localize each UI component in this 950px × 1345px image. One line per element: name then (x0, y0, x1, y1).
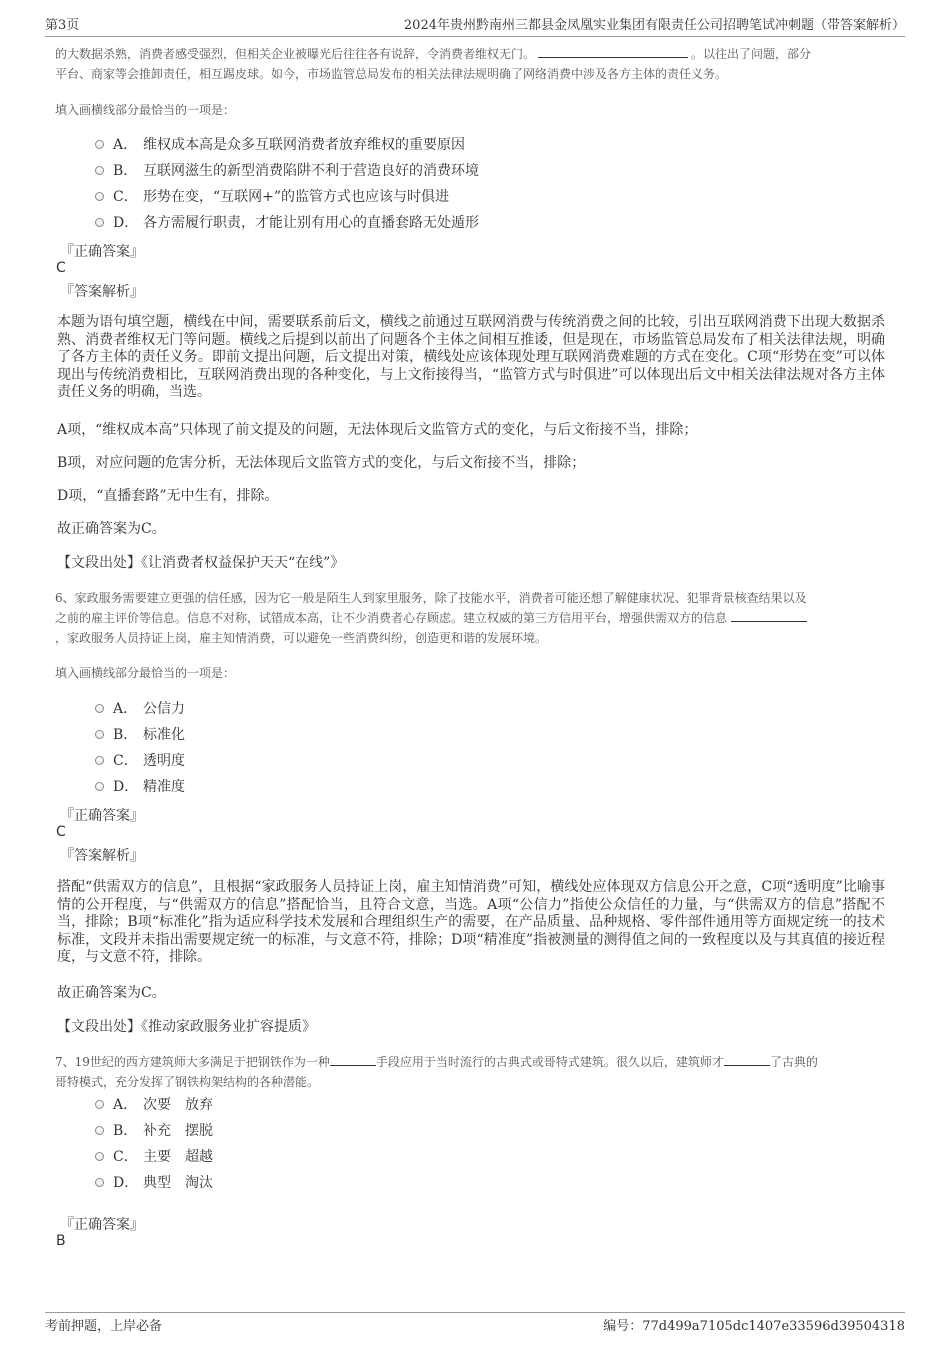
q5-option-a[interactable]: A． 维权成本高是众多互联网消费者放弃维权的重要原因 (95, 134, 465, 156)
q6-stem-line2: 之前的雇主评价等信息。信息不对称，试错成本高，让不少消费者心存顾虑。建立权威的第三方信用平台，增强供需双方的信息 (55, 608, 895, 628)
radio-button-icon[interactable] (95, 192, 104, 201)
q6-stem (55, 588, 895, 648)
q6-answer-label: 『正确答案』 (60, 808, 144, 824)
q5-analysis-b: B项，对应问题的危害分析，无法体现后文监管方式的变化，与后文衔接不当，排除； (57, 455, 586, 471)
q5-stem (55, 44, 895, 84)
q5-conclusion: 故正确答案为C。 (57, 521, 166, 537)
q5-analysis: 本题为语句填空题，横线在中间，需要联系前后文，横线之前通过互联网消费与传统消费之间的比较，引出互联网消费下出现大数据杀熟、消费者维权无门等问题。横线之后提到以前出了问题各个主体之间相互推诿，但是现在，市场监管总局发布了相关法律法规，明确了各方主体的责任义务。即前文提出问题，后文提出对策，横线处应该体现处理互联网消费难题的方式在变化。C项“形势在变”可以体现出与传统消费相比，互联网消费出现的各种变化，与上文衔接得当，“监管方式与时俱进”可以体现出后文中相关法律法规对各方主体责任义务的明确，当选。 (57, 314, 885, 400)
q6-answer: C (56, 824, 66, 840)
q6-option-b[interactable]: B． 标准化 (95, 724, 185, 746)
q6-option-d[interactable]: D． 精准度 (95, 776, 185, 798)
q6-option-a[interactable]: A． 公信力 (95, 698, 185, 720)
q5-option-c[interactable]: C． 形势在变，“互联网+”的监管方式也应该与时俱进 (95, 186, 449, 208)
page-footer (45, 1312, 905, 1339)
q6-stem-line3: ，家政服务人员持证上岗，雇主知情消费，可以避免一些消费纠纷，创造更和谐的发展环境。 (55, 631, 548, 645)
q6-option-c[interactable]: C． 透明度 (95, 750, 185, 772)
q6-analysis: 搭配“供需双方的信息”，且根据“家政服务人员持证上岗，雇主知情消费”可知，横线处应体现双方信息公开之意，C项“透明度”比喻事情的公开程度，与“供需双方的信息”搭配恰当，且符合文意，当选。A项“公信力”指使公众信任的力量，与“供需双方的信息”搭配不当，排除；B项“标准化”指为适应科学技术发展和合理组织生产的需要，在产品质量、品种规格、零件部件通用等方面规定统一的技术标准，文段并未指出需要规定统一的标准，与文意不符，排除；D项“精准度”指被测量的测得值之间的一致程度以及与其真值的接近程度，与文意不符，排除。 (57, 879, 885, 965)
radio-button-icon[interactable] (95, 1178, 104, 1187)
q6-conclusion: 故正确答案为C。 (57, 985, 166, 1001)
q6-stem-line1: 6、家政服务需要建立更强的信任感，因为它一般是陌生人到家里服务，除了技能水平，消费者可能还想了解健康状况、犯罪背景核查结果以及 (55, 591, 807, 605)
radio-button-icon[interactable] (95, 756, 104, 765)
radio-button-icon[interactable] (95, 1152, 104, 1161)
radio-button-icon[interactable] (95, 166, 104, 175)
q7-stem-line1: 7、19世纪的西方建筑师大多满足于把钢铁作为一种 手段应用于当时流行的古典式或哥特式建筑。很久以后，建筑师才 了古典的 (55, 1055, 818, 1069)
radio-button-icon[interactable] (95, 704, 104, 713)
radio-button-icon[interactable] (95, 218, 104, 227)
q6-prompt: 填入画横线部分最恰当的一项是： (55, 666, 236, 680)
page-number: 第3页 (45, 18, 80, 33)
q7-option-a[interactable]: A． 次要 放弃 (95, 1094, 213, 1116)
q7-answer-label: 『正确答案』 (60, 1217, 144, 1233)
q5-source: 【文段出处】《让消费者权益保护天天“在线”》 (57, 555, 345, 571)
radio-button-icon[interactable] (95, 730, 104, 739)
fill-blank (538, 45, 688, 58)
page-header (45, 12, 905, 37)
q5-option-d[interactable]: D． 各方需履行职责，才能让别有用心的直播套路无处遁形 (95, 212, 479, 234)
q6-analysis-label: 『答案解析』 (60, 848, 144, 864)
q5-analysis-d: D项，“直播套路”无中生有，排除。 (57, 488, 279, 504)
q5-analysis-label: 『答案解析』 (60, 284, 144, 300)
q7-option-d[interactable]: D． 典型 淘汰 (95, 1172, 213, 1194)
q7-answer: B (56, 1233, 66, 1249)
radio-button-icon[interactable] (95, 782, 104, 791)
q5-prompt: 填入画横线部分最恰当的一项是： (55, 103, 236, 117)
radio-button-icon[interactable] (95, 1126, 104, 1135)
q5-stem-line1: 的大数据杀熟，消费者感受强烈，但相关企业被曝光后往往各有说辞，令消费者维权无门。 。以往出了问题，部分 (55, 47, 812, 61)
fill-blank (724, 1053, 770, 1066)
document-title: 2024年贵州黔南州三都县金凤凰实业集团有限责任公司招聘笔试冲刺题（带答案解析） (403, 18, 905, 33)
q6-source: 【文段出处】《推动家政服务业扩容提质》 (57, 1019, 316, 1035)
footer-slogan: 考前押题，上岸必备 (45, 1319, 163, 1334)
q7-option-c[interactable]: C． 主要 超越 (95, 1146, 213, 1168)
q7-option-b[interactable]: B． 补充 摆脱 (95, 1120, 213, 1142)
q7-stem-line2: 哥特模式，充分发挥了钢铁构架结构的各种潜能。 (55, 1075, 320, 1089)
document-id: 编号：77d499a7105dc1407e33596d39504318 (603, 1319, 905, 1334)
q5-analysis-a: A项，“维权成本高”只体现了前文提及的问题，无法体现后文监管方式的变化，与后文衔接不当，排除； (57, 422, 698, 438)
radio-button-icon[interactable] (95, 1100, 104, 1109)
q5-option-b[interactable]: B． 互联网滋生的新型消费陷阱不利于营造良好的消费环境 (95, 160, 479, 182)
q5-answer: C (56, 260, 66, 276)
fill-blank (731, 609, 807, 622)
q5-answer-label: 『正确答案』 (60, 244, 144, 260)
q5-stem-line2: 平台、商家等会推卸责任，相互踢皮球。如今，市场监管总局发布的相关法律法规明确了网络消费中涉及各方主体的责任义务。 (55, 67, 728, 81)
radio-button-icon[interactable] (95, 140, 104, 149)
fill-blank (330, 1053, 376, 1066)
q7-stem (55, 1052, 895, 1092)
